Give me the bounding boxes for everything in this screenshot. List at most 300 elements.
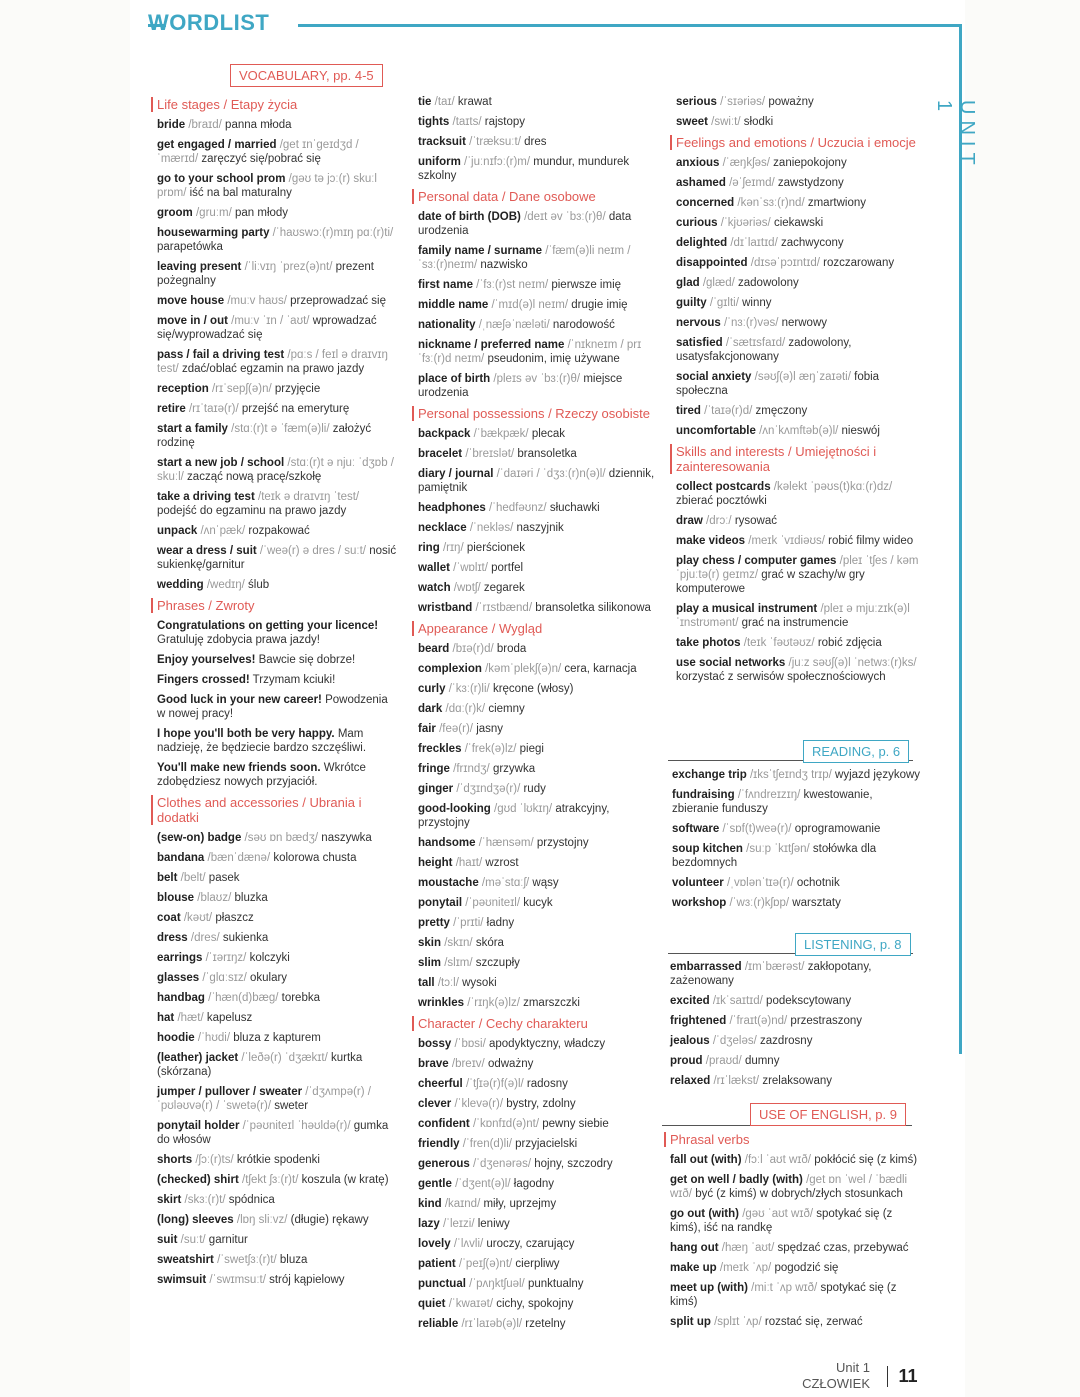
wordlist-entry — [157, 1233, 397, 1247]
entry-pronunciation: /ˈnɪkneɪm / prɪˈfɜː(r)d neɪm/ — [418, 339, 642, 365]
entry-pronunciation: /ˈpəʊniteɪl ˈhəʊldə(r)/ — [242, 1120, 351, 1132]
entry-meaning: bluza z kapturem — [233, 1032, 321, 1044]
entry-pronunciation: /ˈfraɪt(ə)nd/ — [729, 1015, 788, 1027]
entry-pronunciation: /ˈkɒnfɪd(ə)nt/ — [472, 1118, 540, 1130]
entry-meaning: Trzymam kciuki! — [252, 674, 336, 686]
entry-meaning: przyjęcie — [274, 383, 321, 395]
wordlist-entry — [157, 693, 397, 721]
wordlist-entry — [418, 521, 663, 535]
entry-pronunciation: /məˈstɑːʃ/ — [481, 877, 530, 889]
entry-meaning: spędzać czas, przebywać — [777, 1242, 909, 1254]
entry-meaning: bransoletka — [517, 448, 577, 460]
entry-pronunciation: /suːp ˈkɪtʃən/ — [746, 843, 810, 855]
entry-word: pretty — [418, 917, 450, 929]
entry-word: Enjoy yourselves! — [157, 654, 256, 666]
entry-word: wristband — [418, 602, 473, 614]
entry-word: quiet — [418, 1298, 446, 1310]
entry-meaning: miejsce urodzenia — [418, 373, 623, 399]
entry-word: moustache — [418, 877, 479, 889]
entry-pronunciation: /ˈfɜː(r)st neɪm/ — [476, 279, 549, 291]
entry-pronunciation: /blaʊz/ — [197, 892, 232, 904]
wordlist-entry — [418, 1037, 663, 1051]
entry-pronunciation: /kənˈsɜː(r)nd/ — [737, 197, 805, 209]
entry-pronunciation: /rɪˈlækst/ — [713, 1075, 760, 1087]
entry-word: Good luck in your new career! — [157, 694, 322, 706]
entry-meaning: portfel — [491, 562, 524, 574]
wordlist-entry — [157, 761, 397, 789]
wordlist-entry — [418, 1217, 663, 1231]
wordlist-entry — [157, 382, 397, 396]
wordlist-entry — [157, 226, 397, 254]
entry-pronunciation: /ˌvɒlənˈtɪə(r)/ — [726, 877, 794, 889]
wordlist-entry — [157, 314, 397, 342]
entry-word: earrings — [157, 952, 203, 964]
entry-meaning: ochotnik — [796, 877, 840, 889]
entry-meaning: zaniepokojony — [773, 157, 847, 169]
wordlist-entry — [418, 581, 663, 595]
entry-word: coat — [157, 912, 181, 924]
entry-word: ashamed — [676, 177, 726, 189]
entry-word: blouse — [157, 892, 195, 904]
entry-pronunciation: /pleɪ ə mjuːzɪk(ə)l ˈɪnstrʊmənt/ — [676, 603, 910, 629]
vocabulary-heading: VOCABULARY, pp. 4-5 — [230, 64, 383, 87]
entry-meaning: zrelaksowany — [762, 1075, 832, 1087]
entry-pronunciation: /hæŋ ˈaʊt/ — [721, 1242, 775, 1254]
entry-meaning: przystojny — [536, 837, 589, 849]
entry-word: soup kitchen — [672, 843, 743, 855]
wordlist-entry — [418, 876, 663, 890]
entry-word: You'll make new friends soon. — [157, 762, 321, 774]
section-heading: Phrasal verbs — [664, 1132, 920, 1147]
entry-pronunciation: /meɪk ˈʌp/ — [719, 1262, 772, 1274]
wordlist-entry — [157, 1173, 397, 1187]
section-heading: Character / Cechy charakteru — [412, 1016, 663, 1031]
wordlist-entry — [418, 1277, 663, 1291]
wordlist-entry — [157, 578, 397, 592]
entry-meaning: bransoletka silikonowa — [535, 602, 651, 614]
wordlist-entry — [418, 298, 663, 312]
entry-pronunciation: /ˈkwaɪət/ — [448, 1298, 494, 1310]
wordlist-entry — [157, 402, 397, 416]
wordlist-entry — [676, 370, 926, 398]
entry-meaning: pierwsze imię — [551, 279, 622, 291]
entry-pronunciation: /ˈdaɪəri / ˈdʒɜː(r)n(ə)l/ — [496, 468, 606, 480]
wordlist-entry — [418, 722, 663, 736]
wordlist-entry — [676, 424, 926, 438]
entry-meaning: wzrost — [485, 857, 519, 869]
entry-word: serious — [676, 96, 717, 108]
entry-pronunciation: /bɪə(r)d/ — [452, 643, 494, 655]
wordlist-entry — [418, 682, 663, 696]
section-heading: Personal possessions / Rzeczy osobiste — [412, 406, 663, 421]
entry-word: nervous — [676, 317, 721, 329]
entry-meaning: łagodny — [513, 1178, 555, 1190]
entry-pronunciation: /praʊd/ — [705, 1055, 742, 1067]
wordlist-entry — [157, 871, 397, 885]
entry-meaning: kolczyki — [249, 952, 290, 964]
entry-pronunciation: /ˈpəʊniteɪl/ — [465, 897, 521, 909]
entry-meaning: grać w szachy/w gry komputerowe — [676, 569, 865, 595]
entry-word: fundraising — [672, 789, 735, 801]
entry-word: middle name — [418, 299, 489, 311]
entry-meaning: rozstać się, zerwać — [764, 1316, 863, 1328]
entry-meaning: pogodzić się — [774, 1262, 839, 1274]
entry-pronunciation: /kəʊt/ — [183, 912, 213, 924]
entry-pronunciation: /ˈrɪŋk(ə)lz/ — [467, 997, 520, 1009]
entry-pronunciation: /braɪd/ — [188, 119, 222, 131]
entry-word: bride — [157, 119, 186, 131]
entry-pronunciation: /ˈfʌndreɪzɪŋ/ — [737, 789, 801, 801]
entry-word: hat — [157, 1012, 175, 1024]
entry-pronunciation: /ˈdʒɪndʒə(r)/ — [456, 783, 521, 795]
entry-pronunciation: /səʊ ɒn bædʒ/ — [244, 832, 319, 844]
wordlist-entry — [418, 916, 663, 930]
entry-meaning: rudy — [523, 783, 546, 795]
entry-word: bracelet — [418, 448, 463, 460]
section-heading: Personal data / Dane osobowe — [412, 189, 663, 204]
entry-pronunciation: /ˈsɪəriəs/ — [720, 96, 766, 108]
entry-pronunciation: /ˈswetʃɜː(r)t/ — [217, 1254, 277, 1266]
entry-word: ponytail — [418, 897, 463, 909]
column-3 — [676, 95, 926, 690]
entry-meaning: kwestowanie, zbieranie funduszy — [672, 789, 873, 815]
entry-word: friendly — [418, 1138, 460, 1150]
entry-meaning: (długie) rękawy — [290, 1214, 369, 1226]
entry-meaning: hojny, szczodry — [534, 1158, 613, 1170]
entry-word: social anxiety — [676, 371, 752, 383]
entry-meaning: zawstydzony — [777, 177, 844, 189]
entry-pronunciation: /ɡəʊ tə jɔː(r) skuːl prɒm/ — [157, 173, 377, 199]
entry-meaning: wysoki — [462, 977, 497, 989]
entry-pronunciation: /feə(r)/ — [439, 723, 473, 735]
entry-meaning: poważny — [768, 96, 814, 108]
entry-word: go out (with) — [670, 1208, 739, 1220]
entry-meaning: ciemny — [488, 703, 525, 715]
wordlist-entry — [157, 1011, 397, 1025]
wordlist-entry — [670, 1153, 920, 1167]
entry-word: confident — [418, 1118, 470, 1130]
entry-word: height — [418, 857, 453, 869]
entry-meaning: robić filmy wideo — [828, 535, 914, 547]
entry-pronunciation: /ˈdʒeləs/ — [712, 1035, 757, 1047]
entry-meaning: być (z kimś) w dobrych/złych stosunkach — [695, 1188, 903, 1200]
wordlist-entry — [418, 244, 663, 272]
entry-pronunciation: /ˈtʃɪə(r)f(ə)l/ — [465, 1078, 524, 1090]
entry-word: good-looking — [418, 803, 491, 815]
entry-pronunciation: /ˈwɜː(r)kʃɒp/ — [729, 897, 790, 909]
entry-pronunciation: /ˈtræksuːt/ — [469, 136, 521, 148]
wordlist-entry — [157, 911, 397, 925]
entry-meaning: ładny — [486, 917, 515, 929]
entry-word: place of birth — [418, 373, 491, 385]
wordlist-entry — [418, 936, 663, 950]
entry-word: I hope you'll both be very happy. — [157, 728, 335, 740]
entry-pronunciation: /frɪndʒ/ — [453, 763, 490, 775]
wordlist-entry — [418, 856, 663, 870]
entry-meaning: zmartwiony — [807, 197, 866, 209]
wordlist-entry — [157, 1119, 397, 1147]
entry-pronunciation: /ʌnˈpæk/ — [200, 525, 246, 537]
wordlist-entry — [157, 1193, 397, 1207]
entry-pronunciation: /teɪk ə draɪvɪŋ ˈtest/ — [258, 491, 360, 503]
entry-word: jumper / pullover / sweater — [157, 1086, 303, 1098]
wordlist-entry — [157, 1273, 397, 1287]
entry-word: nationality — [418, 319, 476, 331]
entry-word: start a family — [157, 423, 228, 435]
wordlist-entry — [157, 831, 397, 845]
entry-pronunciation: /ˈhedfəʊnz/ — [488, 502, 547, 514]
entry-word: (sew-on) badge — [157, 832, 242, 844]
entry-pronunciation: /ˈweə(r) ə dres / suːt/ — [259, 545, 367, 557]
entry-meaning: sweter — [274, 1100, 309, 1112]
entry-meaning: rzetelny — [525, 1318, 566, 1330]
wordlist-entry — [157, 456, 397, 484]
entry-meaning: nerwowy — [781, 317, 828, 329]
entry-word: groom — [157, 207, 193, 219]
wordlist-entry — [418, 135, 663, 149]
wordlist-entry — [670, 1315, 920, 1329]
wordlist-entry — [418, 996, 663, 1010]
entry-word: meet up (with) — [670, 1282, 748, 1294]
entry-meaning: naszywka — [321, 832, 372, 844]
use-of-english-heading: USE OF ENGLISH, p. 9 — [750, 1103, 906, 1126]
wordlist-entry — [670, 1173, 920, 1201]
entry-word: tired — [676, 405, 701, 417]
entry-meaning: cichy, spokojny — [496, 1298, 574, 1310]
wordlist-entry — [676, 316, 926, 330]
entry-meaning: bystry, zdolny — [506, 1098, 576, 1110]
entry-word: complexion — [418, 663, 482, 675]
entry-word: ring — [418, 542, 440, 554]
entry-pronunciation: /ɪkˈsaɪtɪd/ — [712, 995, 763, 1007]
entry-meaning: zacząć nową pracę/szkołę — [187, 471, 322, 483]
entry-word: (checked) shirt — [157, 1174, 239, 1186]
wordlist-entry — [157, 653, 397, 667]
entry-word: handbag — [157, 992, 205, 1004]
wordlist-entry — [676, 296, 926, 310]
entry-pronunciation: /ˈkjʊəriəs/ — [720, 217, 771, 229]
entry-meaning: grać na instrumencie — [741, 617, 849, 629]
entry-meaning: pan młody — [234, 207, 289, 219]
entry-word: reliable — [418, 1318, 459, 1330]
entry-pronunciation: /ˈbɒsi/ — [454, 1038, 486, 1050]
entry-pronunciation: /pleɪ ˈtʃes / kəmˈpjuːtə(r) ɡeɪmz/ — [676, 555, 919, 581]
entry-pronunciation: /rɪŋ/ — [442, 542, 464, 554]
entry-meaning: uroczy, czarujący — [486, 1238, 575, 1250]
wordlist-entry — [157, 490, 397, 518]
listening-heading: LISTENING, p. 8 — [795, 933, 911, 956]
entry-pronunciation: /kaɪnd/ — [444, 1198, 481, 1210]
wordlist-entry — [418, 1197, 663, 1211]
entry-meaning: ślub — [248, 579, 270, 591]
entry-meaning: strój kąpielowy — [269, 1274, 345, 1286]
entry-meaning: broda — [496, 643, 527, 655]
entry-pronunciation: /ˈbækpæk/ — [473, 428, 529, 440]
wordlist-entry — [418, 95, 663, 109]
entry-meaning: prezent pożegnalny — [157, 261, 374, 287]
wordlist-entry — [676, 554, 926, 596]
wordlist-entry — [670, 1207, 920, 1235]
wordlist-entry — [157, 673, 397, 687]
entry-pronunciation: /ˈdʒent(ə)l/ — [455, 1178, 511, 1190]
entry-meaning: robić zdjęcia — [817, 637, 882, 649]
entry-pronunciation: /dɪˈlaɪtɪd/ — [730, 237, 778, 249]
entry-pronunciation: /ˈdʒenərəs/ — [472, 1158, 532, 1170]
entry-word: slim — [418, 957, 442, 969]
column-3-reading — [672, 768, 922, 916]
entry-pronunciation: /ɪmˈbærəst/ — [744, 961, 805, 973]
entry-meaning: dziennik, pamiętnik — [418, 468, 655, 494]
entry-meaning: mundur, mundurek szkolny — [418, 156, 630, 182]
entry-word: split up — [670, 1316, 711, 1328]
entry-pronunciation: /slɪm/ — [444, 957, 473, 969]
wordlist-entry — [157, 1085, 397, 1113]
wordlist-entry — [418, 976, 663, 990]
entry-meaning: sukienka — [222, 932, 269, 944]
entry-word: wedding — [157, 579, 204, 591]
wordlist-entry — [157, 422, 397, 450]
entry-pronunciation: /ˈæŋkʃəs/ — [722, 157, 770, 169]
wordlist-entry — [418, 702, 663, 716]
entry-word: bossy — [418, 1038, 452, 1050]
wordlist-entry — [157, 524, 397, 538]
entry-word: suit — [157, 1234, 178, 1246]
entry-word: software — [672, 823, 720, 835]
entry-word: kind — [418, 1198, 442, 1210]
entry-meaning: spotykać się (z kimś), iść na randkę — [670, 1208, 893, 1234]
entry-word: first name — [418, 279, 473, 291]
section-heading: Skills and interests / Umiejętności i zainteresowania — [670, 444, 926, 474]
entry-pronunciation: /ˈliːvɪŋ ˈprez(ə)nt/ — [244, 261, 333, 273]
entry-meaning: Gratuluję zdobycia prawa jazdy! — [157, 634, 320, 646]
entry-word: move in / out — [157, 315, 228, 327]
entry-word: sweet — [676, 116, 708, 128]
entry-pronunciation: /ˈpʌŋktʃuəl/ — [469, 1278, 525, 1290]
wordlist-entry — [676, 196, 926, 210]
wordlist-entry — [676, 404, 926, 418]
entry-meaning: warsztaty — [792, 897, 841, 909]
entry-pronunciation: /tʃekt ʃɜː(r)t/ — [242, 1174, 299, 1186]
entry-meaning: słodki — [743, 116, 774, 128]
entry-pronunciation: /dɑː(r)k/ — [445, 703, 486, 715]
wordlist-entry — [418, 1237, 663, 1251]
entry-meaning: podejść do egzaminu na prawo jazdy — [157, 505, 347, 517]
entry-pronunciation: /ˈpeɪʃ(ə)nt/ — [458, 1258, 513, 1270]
wordlist-entry — [672, 822, 922, 836]
wordlist-entry — [157, 1051, 397, 1079]
entry-meaning: skóra — [475, 937, 504, 949]
entry-meaning: jasny — [476, 723, 504, 735]
entry-pronunciation: /skɜː(r)t/ — [184, 1194, 226, 1206]
wordlist-entry — [670, 1014, 920, 1028]
entry-word: pass / fail a driving test — [157, 349, 285, 361]
entry-pronunciation: /kəmˈplekʃ(ə)n/ — [485, 663, 562, 675]
wordlist-entry — [418, 541, 663, 555]
wordlist-entry — [670, 960, 920, 988]
entry-meaning: okulary — [249, 972, 288, 984]
entry-word: ginger — [418, 783, 454, 795]
entry-pronunciation: /ˈkɜː(r)li/ — [448, 683, 490, 695]
entry-meaning: spódnica — [228, 1194, 275, 1206]
entry-word: shorts — [157, 1154, 193, 1166]
entry-meaning: wprowadzać się/wyprowadzać się — [157, 315, 377, 341]
entry-word: clever — [418, 1098, 452, 1110]
entry-word: (long) sleeves — [157, 1214, 234, 1226]
entry-pronunciation: /taɪ/ — [434, 96, 455, 108]
wordlist-entry — [418, 836, 663, 850]
entry-meaning: zaręczyć się/pobrać się — [201, 153, 321, 165]
entry-meaning: stołówka dla bezdomnych — [672, 843, 877, 869]
wordlist-entry — [157, 891, 397, 905]
entry-pronunciation: /ˈmɪd(ə)l neɪm/ — [491, 299, 569, 311]
entry-pronunciation: /breɪv/ — [451, 1058, 485, 1070]
wordlist-entry — [418, 1057, 663, 1071]
entry-word: relaxed — [670, 1075, 711, 1087]
entry-word: take photos — [676, 637, 741, 649]
entry-word: bandana — [157, 852, 205, 864]
entry-word: swimsuit — [157, 1274, 207, 1286]
wordlist-entry — [418, 1317, 663, 1331]
entry-meaning: zmarszczki — [523, 997, 580, 1009]
wordlist-entry — [418, 662, 663, 676]
entry-word: lazy — [418, 1218, 440, 1230]
wordlist-entry — [670, 994, 920, 1008]
entry-word: embarrassed — [670, 961, 742, 973]
entry-pronunciation: /ˈleɪzi/ — [442, 1218, 475, 1230]
entry-meaning: panna młoda — [225, 119, 292, 131]
entry-meaning: wyjazd językowy — [835, 769, 921, 781]
entry-pronunciation: /ˈklevə(r)/ — [454, 1098, 504, 1110]
wordlist-entry — [676, 216, 926, 230]
entry-pronunciation: /ˈwɒlɪt/ — [453, 562, 488, 574]
entry-pronunciation: /ˈleðə(r) ˈdʒækɪt/ — [241, 1052, 328, 1064]
entry-word: go to your school prom — [157, 173, 286, 185]
entry-word: wallet — [418, 562, 450, 574]
entry-meaning: narodowość — [552, 319, 615, 331]
entry-pronunciation: /ɡet ɪnˈɡeɪdʒd / ˈmærɪd/ — [157, 139, 359, 165]
wordlist-entry — [418, 1077, 663, 1091]
entry-word: fall out (with) — [670, 1154, 742, 1166]
entry-word: jealous — [670, 1035, 710, 1047]
entry-meaning: wąsy — [532, 877, 559, 889]
entry-meaning: spotykać się (z kimś) — [670, 1282, 897, 1308]
wordlist-entry — [676, 480, 926, 508]
entry-word: proud — [670, 1055, 703, 1067]
entry-meaning: pasek — [208, 872, 240, 884]
wordlist-entry — [670, 1261, 920, 1275]
section-heading: Phrases / Zwroty — [151, 598, 397, 613]
entry-word: beard — [418, 643, 450, 655]
entry-pronunciation: /pɑːs / feɪl ə draɪvɪŋ test/ — [157, 349, 388, 375]
entry-pronunciation: /teɪk ˈfəʊtəʊz/ — [743, 637, 815, 649]
wordlist-entry — [670, 1281, 920, 1309]
entry-pronunciation: /ˈɡɪlti/ — [709, 297, 739, 309]
entry-word: Fingers crossed! — [157, 674, 250, 686]
entry-meaning: rozpakować — [248, 525, 310, 537]
entry-word: disappointed — [676, 257, 748, 269]
entry-meaning: nosić sukienkę/garnitur — [157, 545, 397, 571]
wordlist-entry — [418, 467, 663, 495]
entry-pronunciation: /ʃɔː(r)ts/ — [195, 1154, 234, 1166]
wordlist-entry — [157, 294, 397, 308]
entry-meaning: kapelusz — [206, 1012, 253, 1024]
entry-word: family name / surname — [418, 245, 542, 257]
wordlist-entry — [418, 742, 663, 756]
wordlist-entry — [670, 1241, 920, 1255]
wordlist-entry — [418, 155, 663, 183]
entry-pronunciation: /ˈprɪti/ — [453, 917, 484, 929]
entry-pronunciation: /belt/ — [180, 872, 206, 884]
